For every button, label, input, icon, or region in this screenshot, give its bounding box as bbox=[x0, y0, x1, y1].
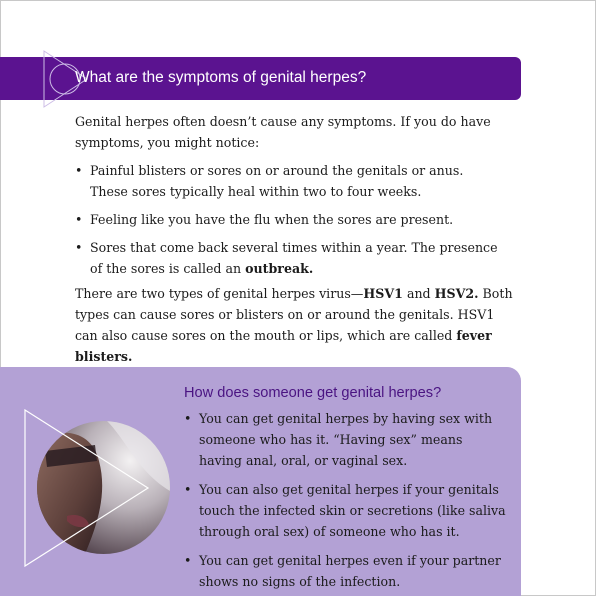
triangle-outline-icon bbox=[24, 409, 150, 569]
bold-term-fever-blisters: fever blisters. bbox=[75, 328, 492, 364]
transmission-list bbox=[184, 408, 509, 592]
types-text-part: There are two types of genital herpes virus— bbox=[75, 286, 364, 301]
list-item: • You can get genital herpes by having sex with someone who has it. “Having sex” means having anal, oral, or vaginal sex. bbox=[184, 408, 509, 471]
virus-types-paragraph bbox=[75, 283, 515, 367]
list-item-text: Sores that come back several times within a year. The presence of the sores is called an bbox=[90, 240, 498, 276]
intro-paragraph: Genital herpes often doesn’t cause any symptoms. If you do have symptoms, you might notice: bbox=[75, 114, 491, 150]
bold-term-hsv1: HSV1 bbox=[363, 286, 403, 301]
symptoms-body bbox=[75, 111, 505, 286]
list-item: • You can also get genital herpes if your genitals touch the infected skin or secretions (like saliva through oral sex) of someone who has it. bbox=[184, 479, 509, 542]
list-item: • Feeling like you have the flu when the sores are present. bbox=[75, 209, 505, 230]
types-text-part: Both types can cause sores or blisters on or around the genitals. HSV1 can also cause sores on the mouth or lips, which are called bbox=[75, 286, 513, 343]
list-item: • Painful blisters or sores on or around the genitals or anus. These sores typically heal within two to four weeks. bbox=[75, 160, 505, 202]
types-text-part: and bbox=[402, 286, 435, 301]
section-title-symptoms: What are the symptoms of genital herpes? bbox=[75, 69, 367, 86]
bold-term-hsv2: HSV2. bbox=[434, 286, 479, 301]
list-item bbox=[75, 237, 505, 279]
bold-term-outbreak: outbreak. bbox=[245, 261, 314, 276]
list-item: • You can get genital herpes even if your partner shows no signs of the infection. bbox=[184, 550, 509, 592]
symptoms-list bbox=[75, 160, 505, 279]
transmission-body bbox=[184, 408, 509, 600]
types-text bbox=[75, 283, 515, 367]
section-title-transmission: How does someone get genital herpes? bbox=[184, 385, 442, 401]
